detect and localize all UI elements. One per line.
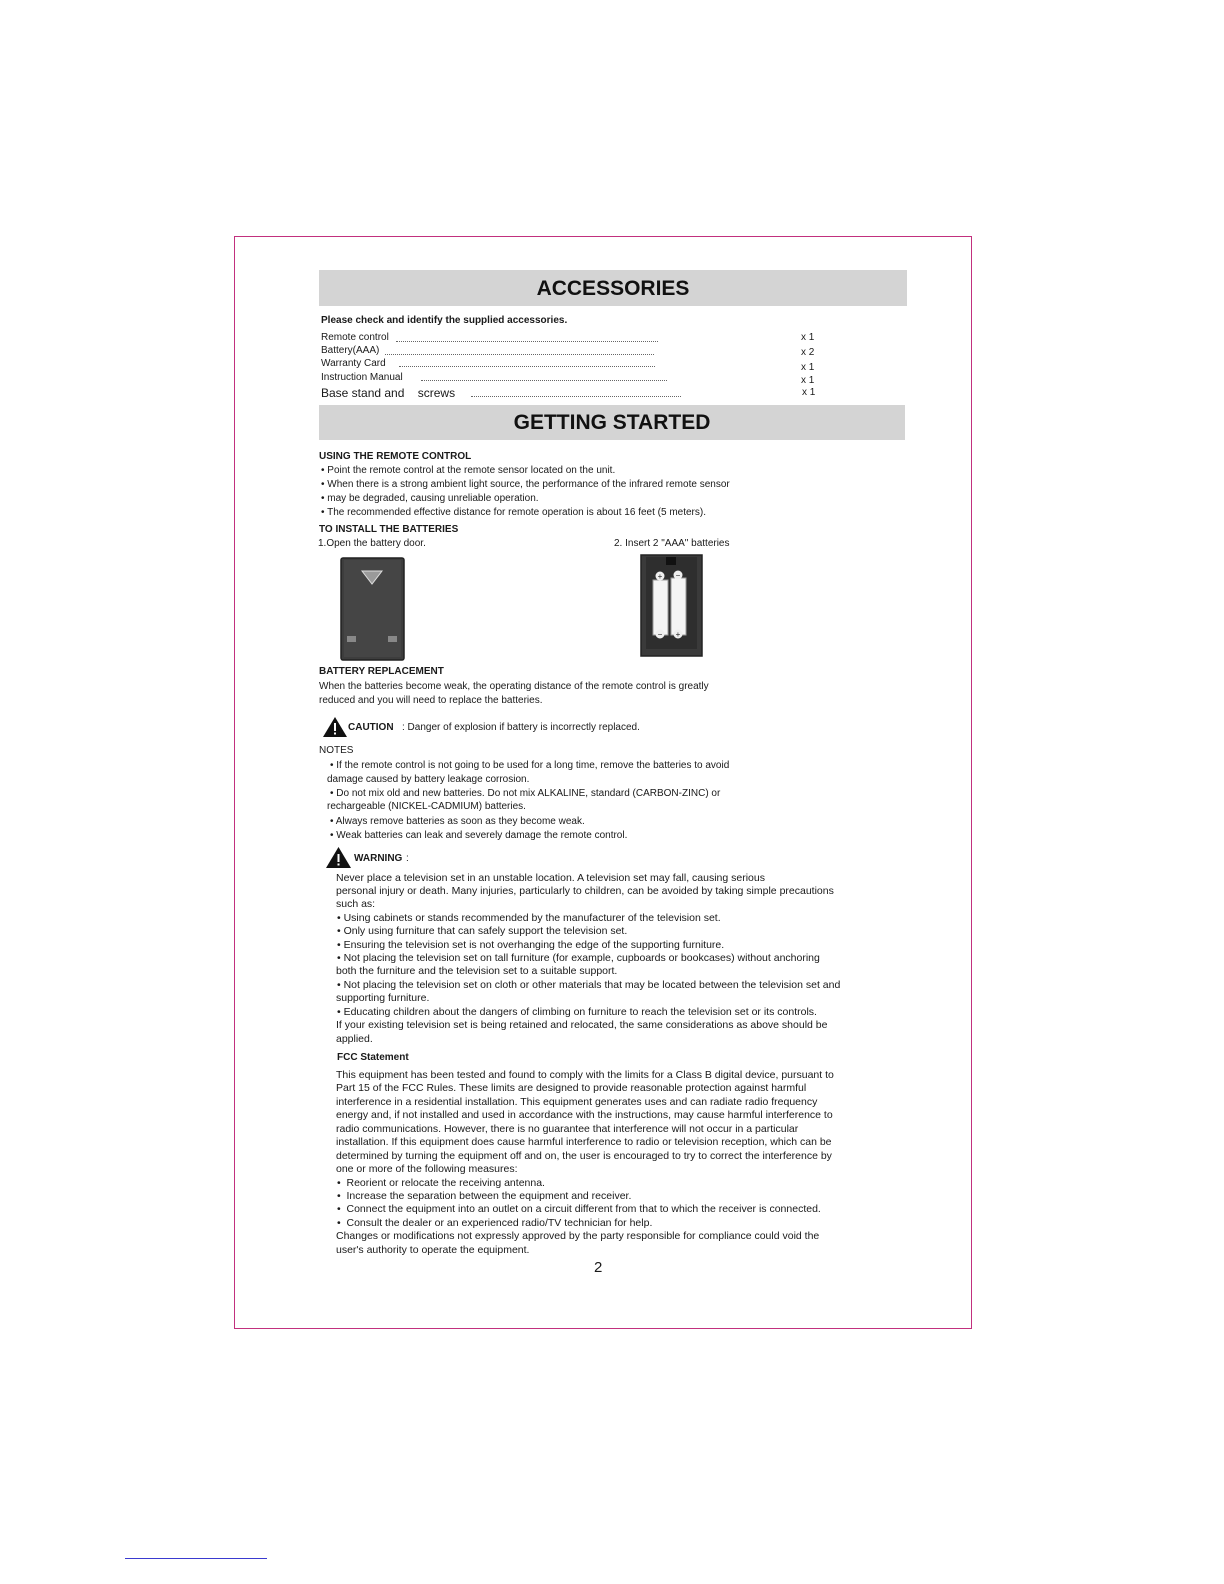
fcc-heading: FCC Statement	[337, 1052, 409, 1063]
warning-label: WARNING	[354, 853, 403, 864]
battery-compartment-illustration	[640, 554, 703, 658]
accessories-title: ACCESSORIES	[319, 270, 907, 306]
warning-line: both the furniture and the television set to a suitable support.	[336, 965, 618, 977]
replacement-text: reduced and you will need to replace the batteries.	[319, 695, 543, 706]
warning-colon: :	[406, 853, 409, 864]
accessories-intro: Please check and identify the supplied accessories.	[321, 315, 568, 326]
dot-leader	[399, 366, 655, 367]
svg-text:−: −	[657, 630, 663, 639]
getting-started-title: GETTING STARTED	[319, 405, 905, 440]
dot-leader	[396, 341, 658, 342]
note-line: • If the remote control is not going to be used for a long time, remove the batteries to avoid	[330, 760, 730, 771]
dot-leader	[471, 396, 681, 397]
install-step-2: 2. Insert 2 "AAA" batteries	[614, 538, 730, 549]
remote-bullet: • Point the remote control at the remote sensor located on the unit.	[321, 465, 616, 476]
caution-label: CAUTION	[348, 722, 394, 733]
accessory-qty: x 1	[802, 387, 816, 398]
warning-line: If your existing television set is being retained and relocated, the same considerations as above should be	[336, 1019, 828, 1031]
warning-icon	[325, 846, 352, 869]
footer-rule	[125, 1558, 267, 1559]
fcc-line: Part 15 of the FCC Rules. These limits are designed to provide reasonable protection against harmful	[336, 1082, 807, 1094]
warning-line: • Not placing the television set on cloth or other materials that may be located between the television set and	[337, 979, 841, 991]
fcc-line: Changes or modifications not expressly approved by the party responsible for compliance could void the	[336, 1230, 820, 1242]
svg-text:−: −	[675, 571, 681, 580]
accessory-name: Base stand and screws	[321, 386, 456, 400]
note-line: • Weak batteries can leak and severely damage the remote control.	[330, 830, 628, 841]
svg-text:+: +	[657, 572, 663, 581]
replacement-heading: BATTERY REPLACEMENT	[319, 666, 444, 677]
battery-door-illustration	[340, 556, 406, 662]
remote-bullet: • may be degraded, causing unreliable operation.	[321, 493, 539, 504]
remote-bullet: • The recommended effective distance for remote operation is about 16 feet (5 meters).	[321, 507, 706, 518]
warning-line: • Educating children about the dangers of climbing on furniture to reach the television set or its controls.	[337, 1006, 817, 1018]
fcc-line: This equipment has been tested and found to comply with the limits for a Class B digital device, pursuant to	[336, 1069, 834, 1081]
note-line: • Always remove batteries as soon as they become weak.	[330, 816, 585, 827]
fcc-line: determined by turning the equipment off and on, the user is encouraged to try to correct the interference by	[336, 1150, 832, 1162]
warning-line: • Using cabinets or stands recommended by the manufacturer of the television set.	[337, 912, 721, 924]
note-line: damage caused by battery leakage corrosion.	[327, 774, 530, 785]
fcc-line: • Consult the dealer or an experienced radio/TV technician for help.	[337, 1217, 653, 1229]
fcc-line: interference in a residential installation. This equipment generates uses and can radiate radio frequency	[336, 1096, 818, 1108]
replacement-text: When the batteries become weak, the operating distance of the remote control is greatly	[319, 681, 709, 692]
accessory-qty: x 1	[801, 375, 815, 386]
fcc-line: radio communications. However, there is no guarantee that interference will not occur in a particular	[336, 1123, 799, 1135]
dot-leader	[385, 354, 654, 355]
remote-heading: USING THE REMOTE CONTROL	[319, 451, 472, 462]
warning-line: supporting furniture.	[336, 992, 430, 1004]
accessory-name: Battery(AAA)	[321, 345, 380, 356]
accessory-qty: x 1	[801, 362, 815, 373]
warning-line: • Ensuring the television set is not overhanging the edge of the supporting furniture.	[337, 939, 725, 951]
accessory-name: Remote control	[321, 332, 389, 343]
accessory-name: Instruction Manual	[321, 372, 403, 383]
install-step-1: 1.Open the battery door.	[318, 538, 426, 549]
accessory-name: Warranty Card	[321, 358, 386, 369]
fcc-line: • Connect the equipment into an outlet on a circuit different from that to which the receiver is connected.	[337, 1203, 821, 1215]
fcc-line: • Increase the separation between the equipment and receiver.	[337, 1190, 632, 1202]
dot-leader	[421, 380, 667, 381]
note-line: • Do not mix old and new batteries. Do not mix ALKALINE, standard (CARBON-ZINC) or	[330, 788, 721, 799]
fcc-line: installation. If this equipment does cause harmful interference to radio or television reception, which can be	[336, 1136, 832, 1148]
accessory-qty: x 1	[801, 332, 815, 343]
install-heading: TO INSTALL THE BATTERIES	[319, 524, 459, 535]
caution-icon	[322, 716, 348, 738]
warning-line: Never place a television set in an unstable location. A television set may fall, causing serious	[336, 872, 765, 884]
notes-heading: NOTES	[319, 745, 354, 756]
remote-bullet: • When there is a strong ambient light source, the performance of the infrared remote sensor	[321, 479, 730, 490]
caution-text: : Danger of explosion if battery is incorrectly replaced.	[402, 722, 640, 733]
page-number: 2	[594, 1259, 603, 1276]
accessory-qty: x 2	[801, 347, 815, 358]
warning-line: such as:	[336, 898, 376, 910]
warning-line: • Only using furniture that can safely support the television set.	[337, 925, 628, 937]
warning-line: personal injury or death. Many injuries, particularly to children, can be avoided by taking simple precautions	[336, 885, 834, 897]
fcc-line: energy and, if not installed and used in accordance with the instructions, may cause harmful interference to	[336, 1109, 833, 1121]
svg-text:+: +	[675, 630, 681, 639]
fcc-line: • Reorient or relocate the receiving antenna.	[337, 1177, 545, 1189]
warning-line: applied.	[336, 1033, 373, 1045]
note-line: rechargeable (NICKEL-CADMIUM) batteries.	[327, 801, 526, 812]
fcc-line: user's authority to operate the equipment.	[336, 1244, 530, 1256]
warning-line: • Not placing the television set on tall furniture (for example, cupboards or bookcases) without anchoring	[337, 952, 820, 964]
fcc-line: one or more of the following measures:	[336, 1163, 518, 1175]
